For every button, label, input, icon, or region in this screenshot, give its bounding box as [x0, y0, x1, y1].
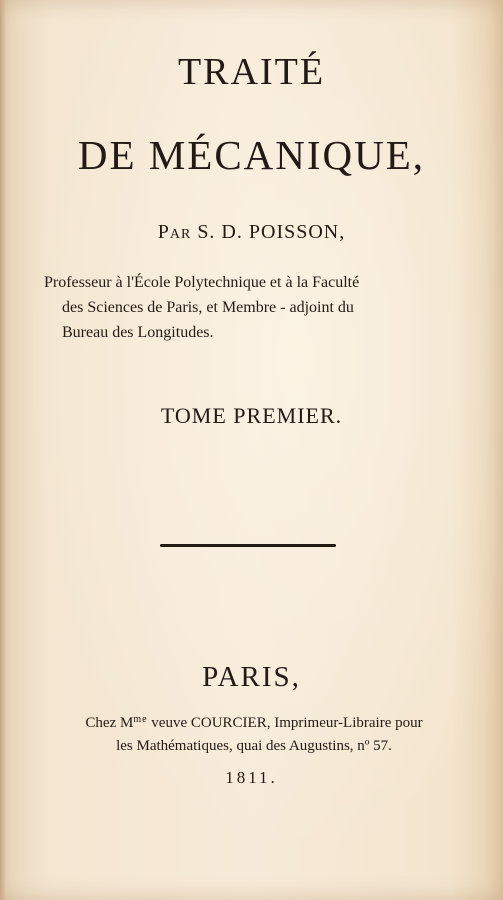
publisher-name: veuve COURCIER, Imprimeur-Libraire pour: [147, 715, 423, 731]
title-line-1: TRAITÉ: [177, 51, 326, 93]
credentials-line-2: des Sciences de Paris, et Membre - adjoint du: [62, 299, 354, 316]
publisher-title-superscript: me: [133, 714, 148, 725]
author-prefix: Par: [157, 221, 192, 243]
author-line: [0, 218, 503, 246]
publication-year: 1811.: [225, 768, 278, 787]
credentials-line-1: Professeur à l'École Polytechnique et à la Faculté: [44, 274, 360, 291]
credentials-line-3: Bureau des Longitudes.: [62, 324, 214, 341]
volume-label: TOME PREMIER.: [160, 403, 343, 428]
author-name: S. D. POISSON,: [197, 221, 346, 243]
publisher-line-2: les Mathématiques, quai des Augustins, nº 57.: [116, 738, 392, 754]
publisher-imprint: [44, 708, 464, 758]
author-credentials: [44, 270, 464, 345]
publisher-chez: Chez M: [85, 715, 134, 731]
publisher-line-1: [44, 708, 464, 735]
separator-rule: [160, 544, 336, 547]
title-line-2: DE MÉCANIQUE,: [77, 132, 426, 178]
publication-place: PARIS,: [202, 661, 301, 693]
